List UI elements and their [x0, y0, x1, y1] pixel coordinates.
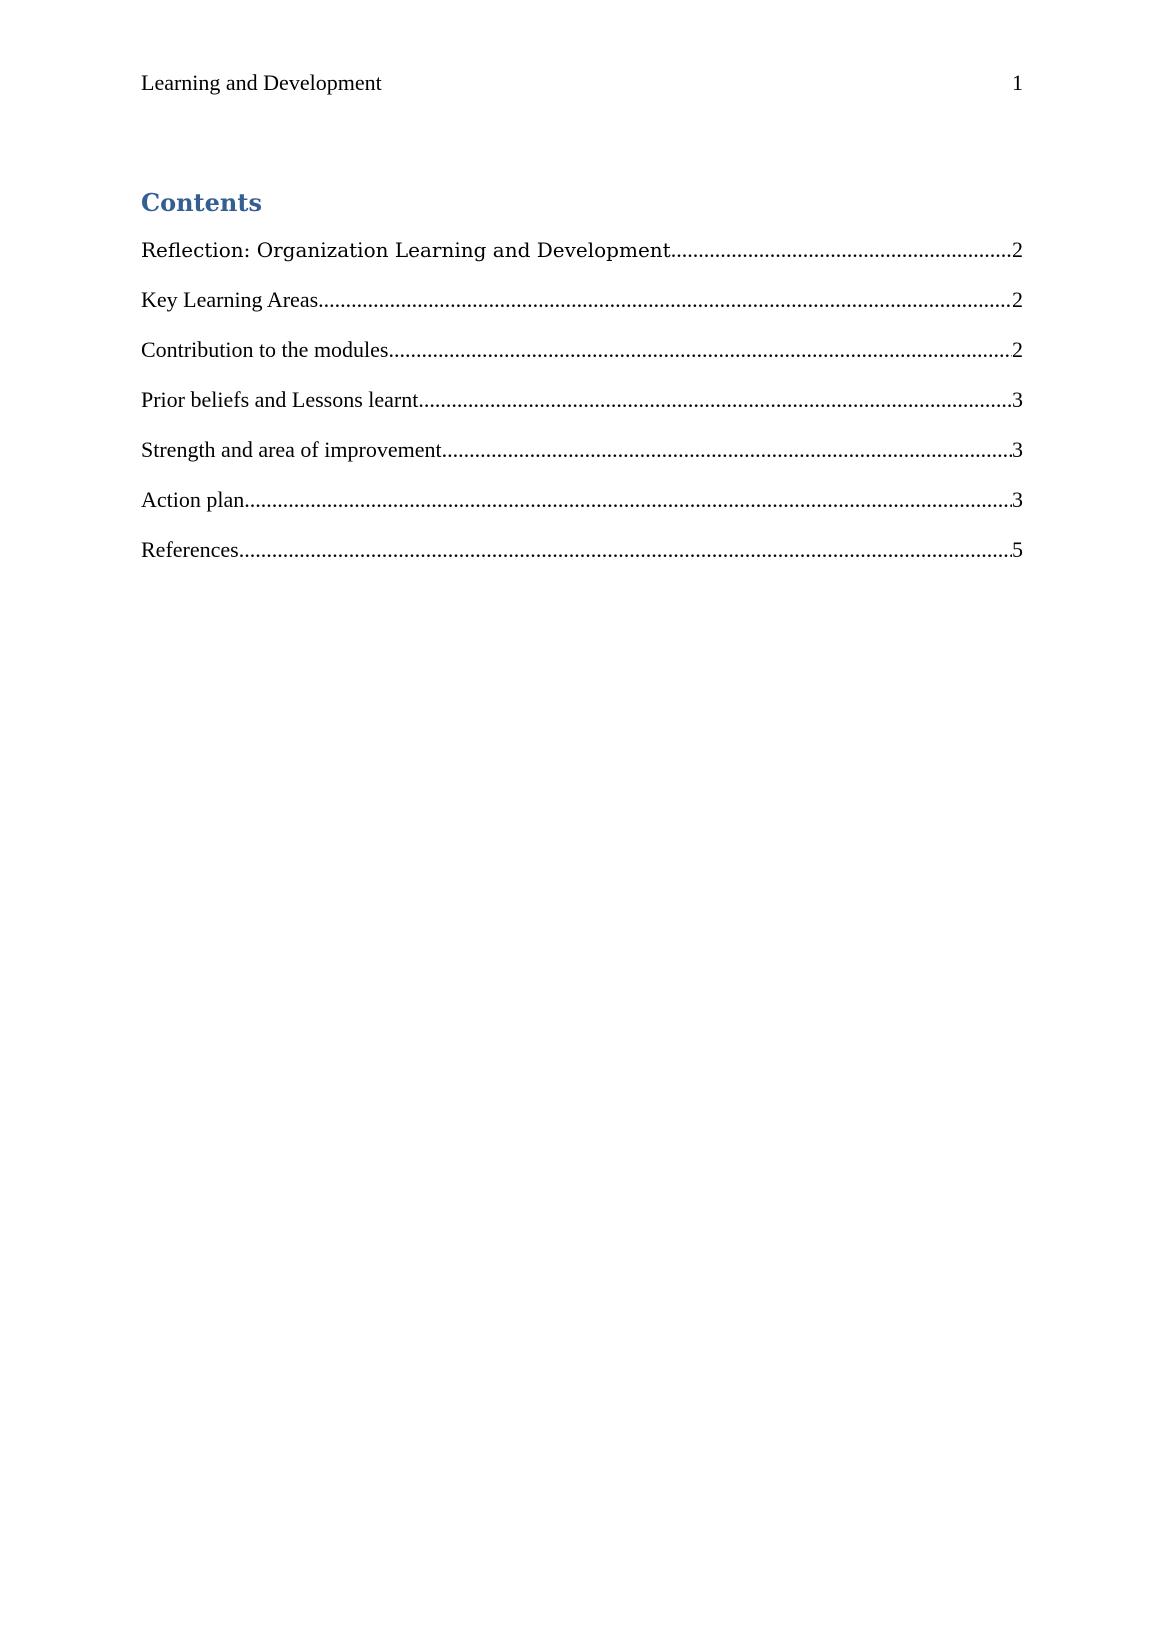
toc-entry-text[interactable]: Action plan [141, 487, 245, 512]
toc-entry-text[interactable]: Prior beliefs and Lessons learnt [141, 387, 419, 412]
toc-dot-leader [671, 233, 1012, 267]
toc-dot-leader [244, 483, 1012, 517]
toc-entry-reflection[interactable] [141, 233, 1023, 283]
toc-entry-page[interactable]: 3 [1012, 487, 1023, 512]
toc-entry-page[interactable]: 3 [1012, 387, 1023, 412]
toc-entry-contribution[interactable] [141, 333, 1023, 383]
toc-entry-page[interactable]: 2 [1012, 237, 1023, 262]
toc-entry-prior-beliefs[interactable] [141, 383, 1023, 433]
toc-heading: Contents [141, 188, 262, 217]
toc-entry-page[interactable]: 2 [1012, 287, 1023, 312]
toc-dot-leader [442, 433, 1012, 467]
toc-entry-references[interactable] [141, 533, 1023, 583]
toc-entry-page[interactable]: 3 [1012, 437, 1023, 462]
toc-entry-text[interactable]: Reflection: Organization Learning and Development [141, 238, 671, 262]
toc-dot-leader [318, 283, 1012, 317]
toc-entry-strength[interactable] [141, 433, 1023, 483]
toc-entry-page[interactable]: 5 [1012, 537, 1023, 562]
toc-entry-text[interactable]: Key Learning Areas [141, 287, 319, 312]
toc-entry-text[interactable]: Contribution to the modules [141, 337, 389, 362]
toc-dot-leader [418, 383, 1012, 417]
toc-entry-key-learning-areas[interactable] [141, 283, 1023, 333]
header-title: Learning and Development [141, 70, 382, 95]
toc-dot-leader [239, 533, 1012, 567]
toc-dot-leader [389, 333, 1013, 367]
running-header [141, 68, 1023, 98]
toc-entry-text[interactable]: Strength and area of improvement [141, 437, 442, 462]
toc-entry-action-plan[interactable] [141, 483, 1023, 533]
table-of-contents [141, 233, 1023, 583]
page-number: 1 [1012, 70, 1023, 95]
toc-entry-page[interactable]: 2 [1012, 337, 1023, 362]
toc-entry-text[interactable]: References [141, 537, 239, 562]
